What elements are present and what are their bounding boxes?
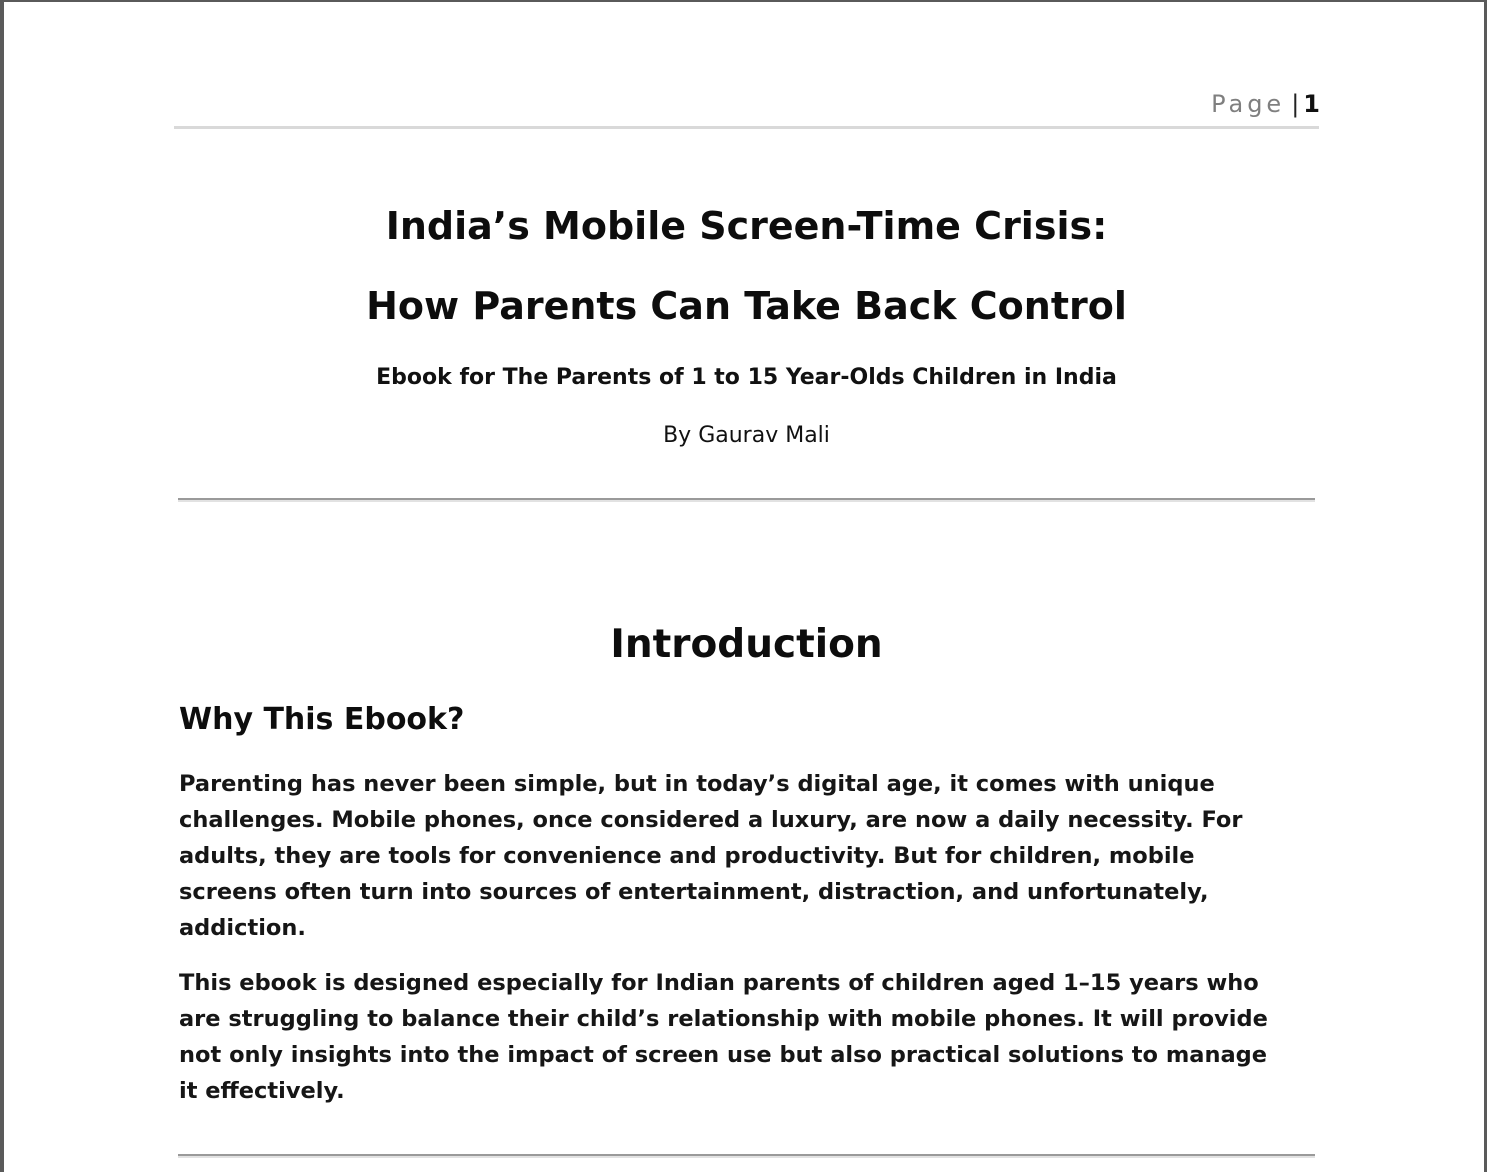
- page-header: [174, 90, 1322, 120]
- page-label: Page: [1211, 90, 1286, 118]
- document-title-line-2: How Parents Can Take Back Control: [366, 284, 1127, 328]
- paragraph-line: Parenting has never been simple, but in today’s digital age, it comes with unique: [179, 771, 1215, 797]
- page-separator: |: [1291, 90, 1300, 118]
- paragraph-line: not only insights into the impact of screen use but also practical solutions to manage: [179, 1042, 1268, 1068]
- why-this-ebook-heading: Why This Ebook?: [179, 702, 465, 737]
- author-byline: By Gaurav Mali: [663, 423, 830, 448]
- header-divider: [174, 126, 1319, 129]
- page-number: 1: [1303, 90, 1320, 118]
- paragraph-line: screens often turn into sources of entertainment, distraction, and unfortunately,: [179, 879, 1209, 905]
- paragraph-line: challenges. Mobile phones, once considered a luxury, are now a daily necessity. For: [179, 807, 1243, 833]
- document-page: [4, 2, 1484, 1172]
- paragraph-line: addiction.: [179, 915, 306, 941]
- introduction-heading: Introduction: [610, 622, 883, 667]
- intro-paragraph-2: [179, 965, 1314, 1109]
- section-divider: [178, 1154, 1315, 1156]
- document-title-line-1: India’s Mobile Screen-Time Crisis:: [385, 204, 1108, 248]
- paragraph-line: are struggling to balance their child’s relationship with mobile phones. It will provide: [179, 1006, 1268, 1032]
- paragraph-line: it effectively.: [179, 1078, 345, 1104]
- page-number-label: [1211, 90, 1320, 118]
- title-divider: [178, 498, 1315, 500]
- paragraph-line: This ebook is designed especially for Indian parents of children aged 1–15 years who: [179, 970, 1259, 996]
- intro-paragraph-1: [179, 766, 1314, 946]
- paragraph-line: adults, they are tools for convenience and productivity. But for children, mobile: [179, 843, 1195, 869]
- document-subtitle: Ebook for The Parents of 1 to 15 Year-Olds Children in India: [376, 365, 1117, 390]
